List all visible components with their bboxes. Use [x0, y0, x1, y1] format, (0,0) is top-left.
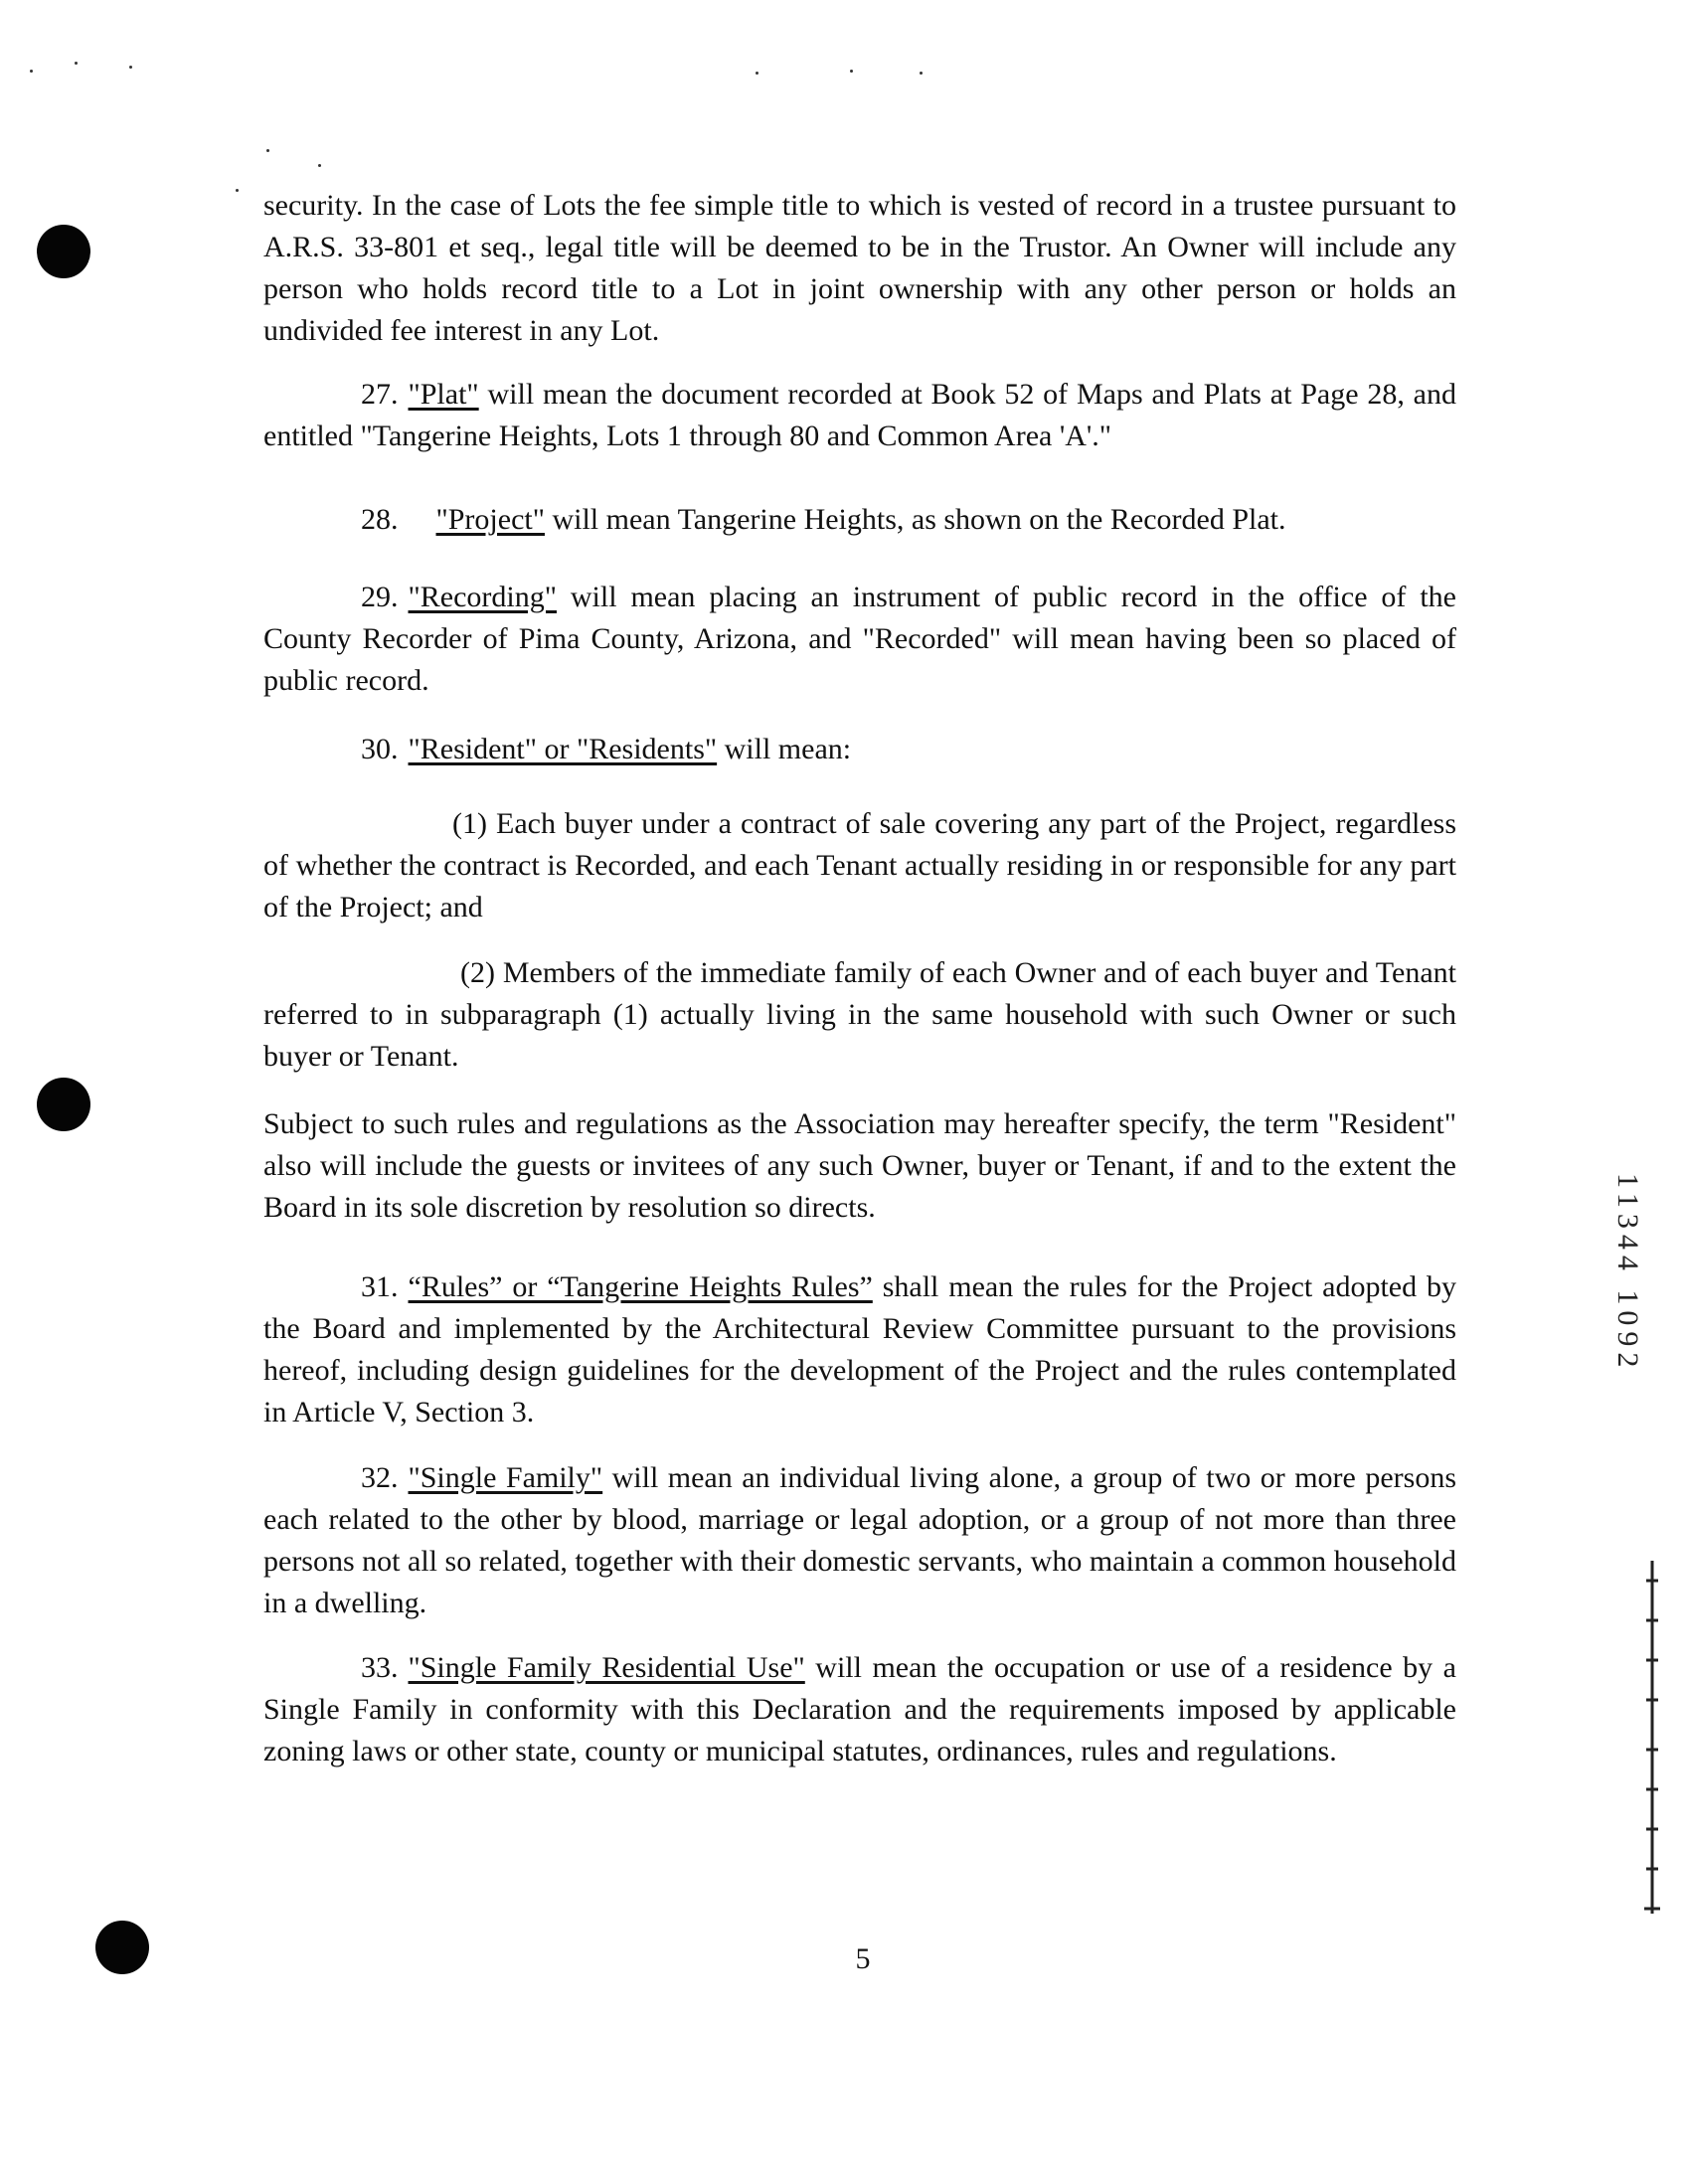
scan-speck: [129, 66, 132, 69]
paragraph-number: 28.: [361, 503, 399, 536]
scan-speck: [30, 70, 33, 73]
paragraph-number: 29.: [361, 581, 399, 613]
paragraph-32: [263, 1457, 1456, 1624]
paragraph-30: [263, 729, 1456, 770]
punch-hole-middle: [37, 1078, 90, 1131]
scan-speck: [756, 72, 759, 75]
paragraph-text: will mean placing an instrument of public record in the office of the County Recorder of Pima County, Arizona, and "Recorded" will mean having been so placed of public record.: [263, 581, 1456, 697]
recording-stamp-mark: [1642, 1561, 1662, 1919]
paragraph-number: 33.: [361, 1651, 399, 1684]
paragraph-27: [263, 374, 1456, 457]
scan-speck: [266, 149, 269, 152]
paragraph-text: shall mean the rules for the Project adopted by the Board and implemented by the Architectural Review Committee pursuant to the provisions hereof, including design guidelines for the development of the Project and the rules contemplated in Article V, Section 3.: [263, 1270, 1456, 1428]
paragraph-29: [263, 577, 1456, 702]
paragraph-text: will mean:: [717, 733, 852, 765]
paragraph-33: [263, 1647, 1456, 1772]
paragraph-number: 27.: [361, 378, 399, 411]
paragraph-30-tail: Subject to such rules and regulations as the Association may hereafter specify, the term "Resident" also will include the guests or invitees of any such Owner, buyer or Tenant, if and to the extent the Board in its sole discretion by resolution so directs.: [263, 1107, 1456, 1224]
page-number: 5: [855, 1942, 871, 1975]
scan-speck: [236, 189, 239, 192]
paragraph-number: 31.: [361, 1270, 399, 1303]
defined-term-single-family: "Single Family": [408, 1461, 603, 1494]
paragraph-text: will mean an individual living alone, a group of two or more persons each related to the other by blood, marriage or legal adoption, or a group of not more than three persons not all so related, together with their domestic servants, who maintain a common household in a dwelling.: [263, 1461, 1456, 1619]
scan-speck: [850, 70, 853, 73]
defined-term-single-family-residential-use: "Single Family Residential Use": [408, 1651, 805, 1684]
defined-term-recording: "Recording": [408, 581, 557, 613]
recording-stamp: 11344 1092: [1611, 1173, 1644, 1374]
punch-hole-bottom: [95, 1921, 149, 1974]
defined-term-rules: “Rules” or “Tangerine Heights Rules”: [408, 1270, 873, 1303]
defined-term-project: "Project": [435, 503, 545, 536]
scan-speck: [75, 62, 78, 65]
paragraph-number: 32.: [361, 1461, 399, 1494]
defined-term-resident: "Resident" or "Residents": [408, 733, 718, 765]
scan-speck: [920, 72, 923, 75]
subparagraph-30-1: (1) Each buyer under a contract of sale covering any part of the Project, regardless of whether the contract is Recorded, and each Tenant actually residing in or responsible for any part of the Project; and: [263, 807, 1456, 924]
scan-speck: [318, 164, 321, 167]
paragraph-text: will mean the occupation or use of a residence by a Single Family in conformity with this Declaration and the requirements imposed by applicable zoning laws or other state, county or municipal statutes, ordinances, rules and regulations.: [263, 1651, 1456, 1767]
paragraph-intro: security. In the case of Lots the fee simple title to which is vested of record in a trustee pursuant to A.R.S. 33-801 et seq., legal title will be deemed to be in the Trustor. An Owner will include any person who holds record title to a Lot in joint ownership with any other person or holds an undivided fee interest in any Lot.: [263, 189, 1456, 347]
paragraph-text: will mean Tangerine Heights, as shown on the Recorded Plat.: [544, 503, 1286, 536]
paragraph-28: [263, 499, 1456, 541]
paragraph-31: [263, 1266, 1456, 1433]
subparagraph-30-2: (2) Members of the immediate family of each Owner and of each buyer and Tenant referred to in subparagraph (1) actually living in the same household with such Owner or such buyer or Tenant.: [263, 956, 1456, 1073]
punch-hole-top: [37, 225, 90, 278]
defined-term-plat: "Plat": [408, 378, 479, 411]
paragraph-number: 30.: [361, 733, 399, 765]
paragraph-text: will mean the document recorded at Book 52 of Maps and Plats at Page 28, and entitled "Tangerine Heights, Lots 1 through 80 and Common Area 'A'.": [263, 378, 1456, 452]
